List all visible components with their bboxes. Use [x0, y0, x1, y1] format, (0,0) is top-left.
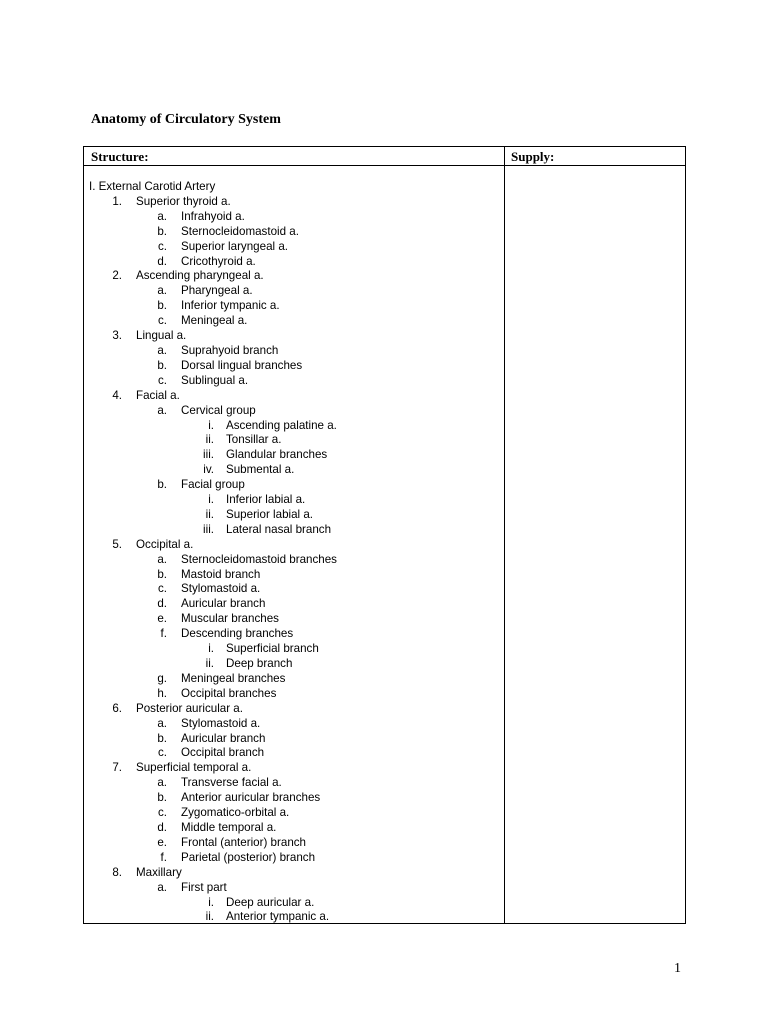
outline-item-marker: b.: [157, 299, 167, 313]
outline-item-marker: ii.: [205, 433, 214, 447]
outline-item-text: Middle temporal a.: [181, 820, 277, 834]
outline-item: [84, 240, 502, 255]
outline-item-text: Stylomastoid a.: [181, 582, 261, 596]
outline-item: [84, 612, 502, 627]
outline-item-marker: iv.: [203, 463, 214, 477]
outline-item-marker: a.: [157, 343, 167, 357]
outline-item-marker: c.: [157, 373, 167, 387]
outline-item-text: Occipital branches: [181, 686, 277, 700]
outline-item-text: First part: [181, 880, 227, 894]
outline-item-text: Facial a.: [136, 388, 180, 402]
outline-item: [84, 687, 502, 702]
outline-item-text: Superior laryngeal a.: [181, 239, 288, 253]
outline-item-marker: b.: [157, 791, 167, 805]
outline-item-text: Lateral nasal branch: [226, 522, 332, 536]
outline-item-text: Deep auricular a.: [226, 895, 315, 909]
outline-item: [84, 746, 502, 761]
outline-item: [84, 732, 502, 747]
outline-item-marker: b.: [157, 567, 167, 581]
outline-item: [84, 627, 502, 642]
outline-item-marker: i.: [208, 642, 214, 656]
outline-item-marker: b.: [157, 358, 167, 372]
outline-item-text: Meningeal branches: [181, 671, 286, 685]
outline-item: [84, 269, 502, 284]
outline-item-text: Deep branch: [226, 657, 293, 670]
outline-item-marker: 8.: [112, 865, 122, 879]
outline-item-text: Dorsal lingual branches: [181, 358, 303, 372]
outline-item: [84, 314, 502, 329]
outline-item-text: Facial group: [181, 478, 245, 492]
structure-column-header: Structure:: [91, 149, 149, 164]
outline-item-marker: c.: [157, 582, 167, 596]
outline-item: [84, 225, 502, 240]
outline-item-marker: a.: [157, 776, 167, 790]
outline-item: [84, 389, 502, 404]
outline-item-marker: i.: [208, 418, 214, 432]
outline-item-marker: a.: [157, 209, 167, 223]
outline-item-text: Descending branches: [181, 627, 294, 641]
outline-item-marker: b.: [157, 224, 167, 238]
outline-item: [84, 717, 502, 732]
header-divider: [84, 165, 685, 166]
outline-item-text: Suprahyoid branch: [181, 343, 279, 357]
outline-item-marker: ii.: [205, 910, 214, 924]
outline-item: [84, 508, 502, 523]
outline-item-marker: a.: [157, 552, 167, 566]
outline-item-marker: d.: [157, 597, 167, 611]
outline-item-marker: 3.: [112, 329, 122, 343]
outline-item: [84, 821, 502, 836]
outline-item: [84, 851, 502, 866]
page-number: 1: [674, 961, 681, 976]
outline-item-text: Infrahyoid a.: [181, 209, 245, 223]
outline-item-marker: iii.: [203, 522, 214, 536]
outline-item: [84, 419, 502, 434]
outline-item-text: Submental a.: [226, 463, 295, 477]
outline-item: [84, 180, 502, 195]
outline-item-text: Ascending palatine a.: [226, 418, 337, 432]
outline-item-marker: c.: [157, 806, 167, 820]
outline-item-marker: b.: [157, 478, 167, 492]
outline-item: [84, 210, 502, 225]
outline-item-marker: c.: [157, 746, 167, 760]
outline-item-text: Tonsillar a.: [226, 433, 282, 447]
outline-item: [84, 523, 502, 538]
outline-item-text: Lingual a.: [136, 329, 187, 343]
outline-item-text: Superior thyroid a.: [136, 194, 231, 208]
outline-item: [84, 866, 502, 881]
outline-item: [84, 284, 502, 299]
outline-item: [84, 672, 502, 687]
anatomy-table: [83, 146, 686, 924]
outline-item-text: Zygomatico-orbital a.: [181, 806, 290, 820]
outline-item-text: Auricular branch: [181, 731, 266, 745]
outline-item: [84, 582, 502, 597]
outline-item-marker: d.: [157, 820, 167, 834]
outline-item: [84, 806, 502, 821]
outline-item-marker: e.: [157, 835, 167, 849]
outline-item-text: Cricothyroid a.: [181, 254, 256, 268]
outline-item: [84, 776, 502, 791]
outline-item-text: Mastoid branch: [181, 567, 261, 581]
outline-item-text: Posterior auricular a.: [136, 701, 243, 715]
outline-item: [84, 344, 502, 359]
outline-item-text: Cervical group: [181, 403, 256, 417]
outline-item: [84, 195, 502, 210]
outline-item: [84, 478, 502, 493]
outline-item-text: Superior labial a.: [226, 507, 314, 521]
outline-item-marker: c.: [157, 314, 167, 328]
outline-item-marker: a.: [157, 716, 167, 730]
outline-item-marker: i.: [208, 493, 214, 507]
outline-item: [84, 374, 502, 389]
outline-item-text: Ascending pharyngeal a.: [136, 269, 264, 283]
outline-item-marker: ii.: [205, 657, 214, 670]
outline-item-text: Anterior tympanic a.: [226, 910, 330, 924]
outline-item: [84, 657, 502, 672]
outline-item: [84, 702, 502, 717]
outline-item-text: Inferior labial a.: [226, 493, 306, 507]
outline-item-text: Anterior auricular branches: [181, 791, 321, 805]
outline-item-marker: 4.: [112, 388, 122, 402]
outline-item: [84, 896, 502, 911]
outline-item-marker: 1.: [112, 194, 122, 208]
outline-item: [84, 568, 502, 583]
outline-item: [84, 881, 502, 896]
outline-item-text: Superficial branch: [226, 642, 319, 656]
outline-item: [84, 448, 502, 463]
column-divider: [504, 147, 505, 923]
document-title: Anatomy of Circulatory System: [91, 112, 281, 127]
outline-item-marker: 7.: [112, 761, 122, 775]
outline-item: [84, 359, 502, 374]
outline-item-text: Parietal (posterior) branch: [181, 850, 316, 864]
outline-item: [84, 791, 502, 806]
outline-item-marker: iii.: [203, 448, 214, 462]
outline-item-marker: i.: [208, 895, 214, 909]
outline-item-text: Sublingual a.: [181, 373, 249, 387]
outline-item-marker: 2.: [112, 269, 122, 283]
structure-outline: [84, 180, 502, 925]
outline-item: [84, 493, 502, 508]
outline-item: [84, 329, 502, 344]
outline-item-marker: f.: [160, 627, 167, 641]
outline-item-text: Frontal (anterior) branch: [181, 835, 307, 849]
outline-item-marker: ii.: [205, 507, 214, 521]
outline-item: [84, 597, 502, 612]
outline-item: [84, 910, 502, 925]
outline-item-text: Maxillary: [136, 865, 182, 879]
outline-item: [84, 642, 502, 657]
outline-item-marker: a.: [157, 403, 167, 417]
outline-item-marker: f.: [160, 850, 167, 864]
outline-item-marker: e.: [157, 612, 167, 626]
outline-item-text: Occipital branch: [181, 746, 265, 760]
outline-item: [84, 553, 502, 568]
outline-item-marker: b.: [157, 731, 167, 745]
outline-item-marker: d.: [157, 254, 167, 268]
outline-item-marker: 6.: [112, 701, 122, 715]
outline-item-text: Glandular branches: [226, 448, 328, 462]
outline-item-text: Sternocleidomastoid branches: [181, 552, 337, 566]
outline-item-text: Muscular branches: [181, 612, 279, 626]
outline-item-text: Stylomastoid a.: [181, 716, 261, 730]
outline-item-marker: a.: [157, 880, 167, 894]
supply-column-header: Supply:: [511, 149, 555, 164]
outline-item: [84, 299, 502, 314]
outline-item: [84, 255, 502, 270]
outline-item-text: Pharyngeal a.: [181, 284, 253, 298]
outline-item: [84, 404, 502, 419]
outline-item-marker: 5.: [112, 537, 122, 551]
outline-item-marker: h.: [157, 686, 167, 700]
outline-item-text: Sternocleidomastoid a.: [181, 224, 299, 238]
outline-item-text: Inferior tympanic a.: [181, 299, 280, 313]
outline-item: [84, 433, 502, 448]
outline-item: [84, 538, 502, 553]
outline-item-marker: c.: [157, 239, 167, 253]
outline-item-text: Meningeal a.: [181, 314, 248, 328]
outline-item-text: Occipital a.: [136, 537, 194, 551]
outline-item-text: Transverse facial a.: [181, 776, 282, 790]
outline-item-marker: g.: [157, 671, 167, 685]
outline-item: [84, 836, 502, 851]
outline-item-text: Superficial temporal a.: [136, 761, 252, 775]
outline-item-marker: a.: [157, 284, 167, 298]
outline-item-text: Auricular branch: [181, 597, 266, 611]
outline-item: [84, 761, 502, 776]
outline-item: [84, 463, 502, 478]
outline-item-text: I. External Carotid Artery: [89, 180, 216, 193]
